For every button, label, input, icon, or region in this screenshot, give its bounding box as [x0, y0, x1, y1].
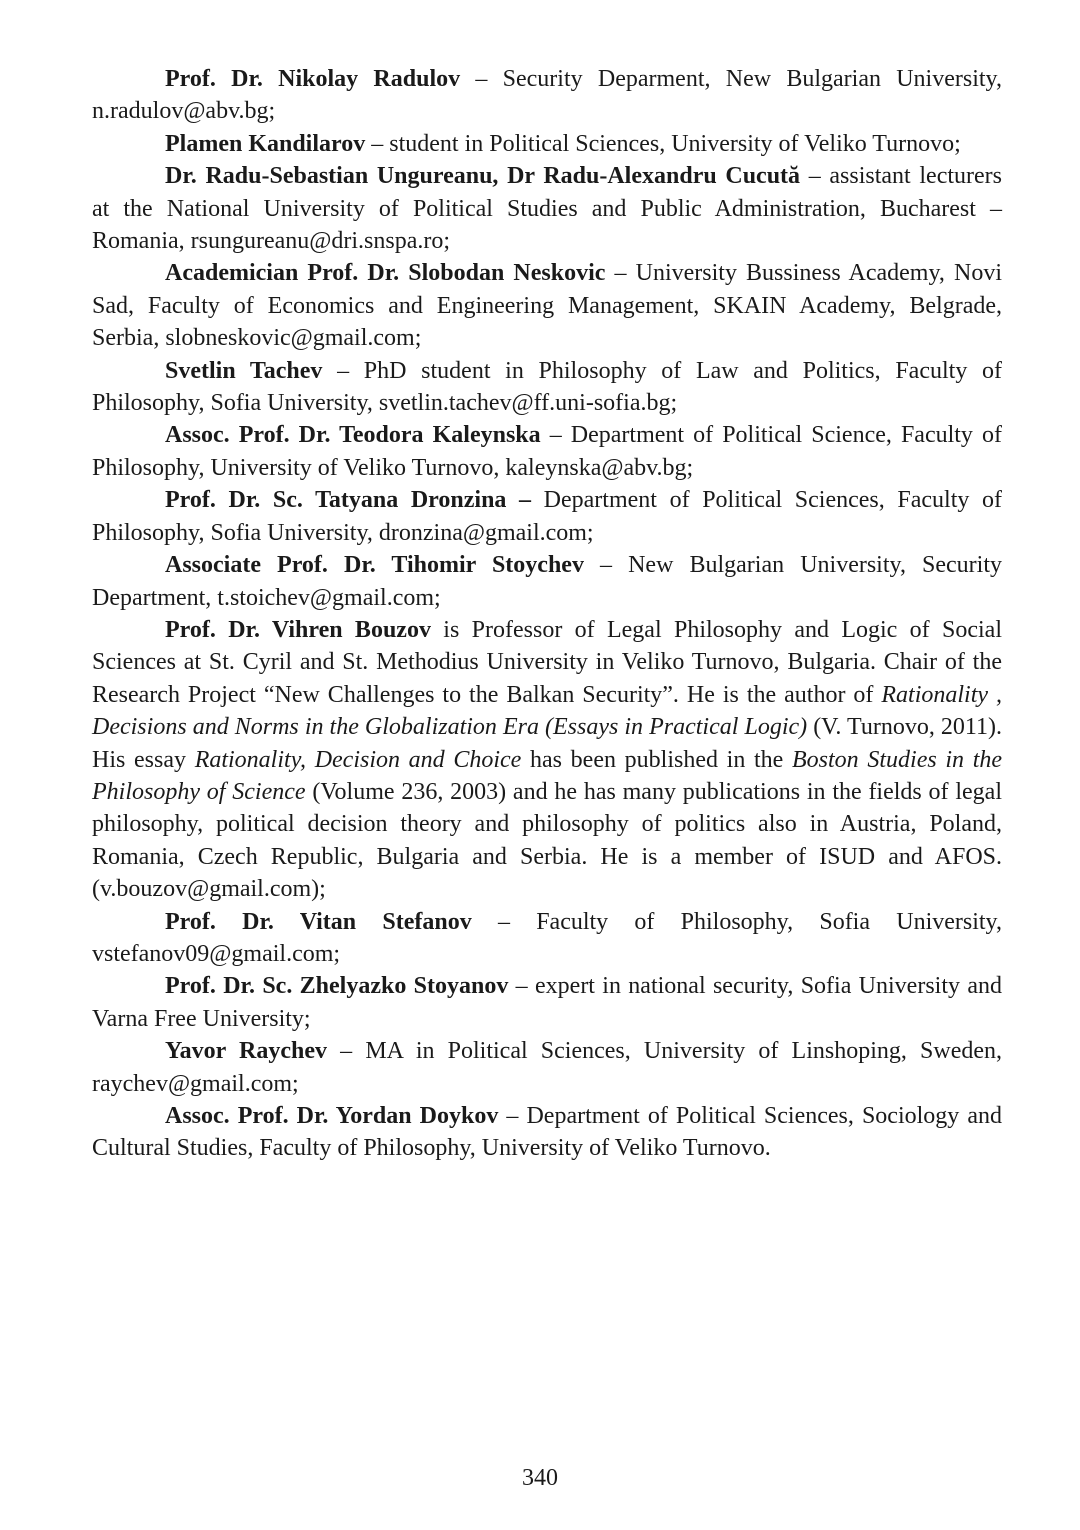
contributor-info: is Professor of Legal Philosophy and Logic of Social Sciences at St. Cyril and St. Methodius University in Veliko Turnovo, Bulgaria. Chair of the Research Project “New Challenges to the Balkan Security”. He is the author of — [92, 616, 1002, 708]
contributor-name: Prof. Dr. Sc. Zhelyazko Stoyanov — [165, 973, 509, 1000]
contributor-info: – Department of Political Science, Faculty of Philosophy, University of Veliko Turnovo, kaleynska@abv.bg; — [92, 422, 1002, 481]
contributor-name: Prof. Dr. Sc. Tatyana Dronzina – — [165, 487, 532, 514]
contributor-entry — [92, 128, 1002, 160]
contributor-name: Assoc. Prof. Dr. Teodora Kaleynska — [165, 422, 541, 449]
contributor-entry — [92, 549, 1002, 614]
contributor-entry — [92, 906, 1002, 971]
contributor-entry — [92, 160, 1002, 257]
contributor-info: Department of Political Sciences, Faculty of Philosophy, Sofia University, dronzina@gmail.com; — [92, 487, 1002, 546]
contributor-info: – assistant lecturers at the National University of Political Studies and Public Administration, Bucharest – Romania, rsungureanu@dri.snspa.ro; — [92, 163, 1002, 255]
contributor-info: – University Bussiness Academy, Novi Sad, Faculty of Economics and Engineering Management, SKAIN Academy, Belgrade, Serbia, slobneskovic@gmail.com; — [92, 260, 1002, 352]
contributors-list — [92, 63, 1002, 1165]
contributor-name: Associate Prof. Dr. Tihomir Stoychev — [165, 552, 584, 579]
contributor-name: Prof. Dr. Vihren Bouzov — [165, 616, 431, 643]
contributor-info: – Faculty of Philosophy, Sofia University, vstefanov09@gmail.com; — [92, 908, 1003, 967]
contributor-entry — [92, 419, 1002, 484]
contributor-entry — [92, 970, 1002, 1035]
contributor-name: Svetlin Tachev — [165, 357, 323, 384]
contributor-info: (Volume 236, 2003) and he has many publications in the fields of legal philosophy, political decision theory and philosophy of politics also in Austria, Poland, Romania, Czech Republic, Bulgaria and Serbia. He is a member of ISUD and AFOS. (v.bouzov@gmail.com); — [92, 778, 1002, 903]
contributor-entry-bouzov — [92, 614, 1002, 906]
contributor-name: Academician Prof. Dr. Slobodan Neskovic — [165, 260, 606, 287]
contributor-name: Prof. Dr. Nikolay Radulov — [165, 66, 461, 92]
contributor-info: has been published in the — [521, 746, 793, 773]
contributor-info: – expert in national security, Sofia University and Varna Free University; — [92, 973, 1002, 1032]
book-title: Rationality , Decisions and Norms in the Globalization Era (Essays in Practical Logic) — [92, 681, 1002, 741]
contributor-entry — [92, 355, 1002, 420]
contributor-entry — [92, 1035, 1002, 1100]
contributor-entry — [92, 1100, 1002, 1165]
contributor-info: (V. Turnovo, 2011). His essay — [92, 714, 1002, 773]
contributor-info: – MA in Political Sciences, University of Linshoping, Sweden, raychev@gmail.com; — [92, 1038, 1003, 1097]
contributor-entry — [92, 257, 1002, 354]
contributor-name: Yavor Raychev — [165, 1038, 328, 1065]
contributor-info: – Security Deparment, New Bulgarian University, n.radulov@abv.bg; — [92, 66, 1002, 125]
contributor-name: Plamen Kandilarov — [165, 130, 366, 157]
contributor-info: – New Bulgarian University, Security Department, t.stoichev@gmail.com; — [92, 552, 1003, 611]
contributor-info: – PhD student in Philosophy of Law and Politics, Faculty of Philosophy, Sofia University, svetlin.tachev@ff.uni-sofia.bg; — [92, 357, 1003, 417]
contributor-name: Dr. Radu-Sebastian Ungureanu, Dr Radu-Alexandru Cucută — [165, 163, 801, 190]
contributor-info: – student in Political Sciences, University of Veliko Turnovo; — [365, 130, 961, 157]
series-title: Boston Studies in the Philosophy of Science — [92, 746, 1003, 805]
page-number: 340 — [522, 1465, 558, 1491]
contributor-name: Prof. Dr. Vitan Stefanov — [165, 908, 472, 935]
contributor-entry — [92, 484, 1002, 549]
contributor-entry — [92, 63, 1002, 128]
contributor-info: – Department of Political Sciences, Sociology and Cultural Studies, Faculty of Philosophy, University of Veliko Turnovo. — [92, 1103, 1002, 1162]
essay-title: Rationality, Decision and Choice — [194, 746, 522, 773]
contributor-name: Assoc. Prof. Dr. Yordan Doykov — [165, 1103, 499, 1129]
